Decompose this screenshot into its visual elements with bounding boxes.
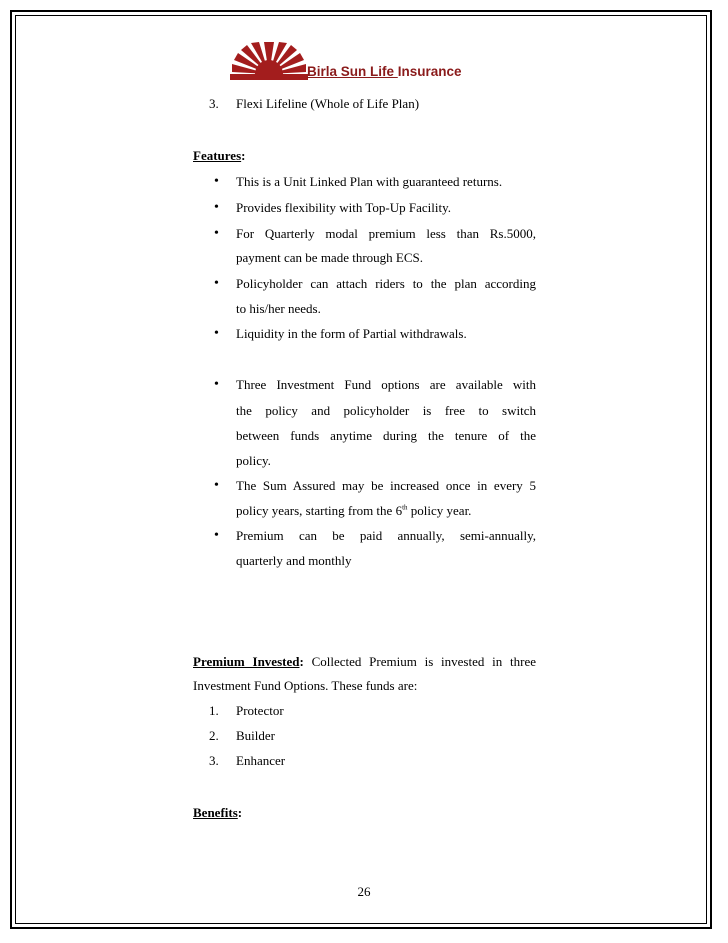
bullet-icon: •: [214, 377, 219, 392]
feature-text-line: policy.: [236, 453, 271, 468]
brand-name-underlined: Birla Sun Life: [307, 64, 398, 79]
features-heading-colon: :: [241, 148, 246, 163]
benefits-heading-colon: :: [237, 805, 243, 820]
feature-text-line: quarterly and monthly: [236, 553, 352, 568]
page-border-inner: [15, 15, 707, 924]
sunrise-logo-icon: [228, 42, 310, 82]
bullet-icon: •: [214, 478, 219, 493]
feature-text-line: Liquidity in the form of Partial withdrawals.: [236, 326, 467, 341]
premium-invested-paragraph: [193, 654, 536, 670]
feature-text-line: This is a Unit Linked Plan with guaranteed returns.: [236, 174, 503, 189]
bullet-icon: •: [214, 528, 219, 543]
ordinal-suffix: th: [402, 503, 408, 512]
premium-invested-text-continuation: Investment Fund Options. These funds are:: [193, 678, 418, 693]
fund-number: 3.: [209, 753, 219, 768]
bullet-icon: •: [214, 174, 219, 189]
bullet-icon: •: [214, 276, 219, 291]
feature-text-line: to his/her needs.: [236, 301, 321, 316]
fund-name: Protector: [236, 703, 284, 718]
brand-name-rest: Insurance: [397, 64, 462, 79]
benefits-heading: [193, 805, 242, 821]
features-heading: [193, 148, 245, 164]
brand-name: [307, 64, 462, 79]
feature-text-line: the policy and policyholder is free to switch: [236, 403, 536, 418]
feature-text-line: Policyholder can attach riders to the plan according: [236, 276, 536, 291]
benefits-heading-text: Benefits: [193, 805, 238, 820]
bullet-icon: •: [214, 200, 219, 215]
feature-text-line: Provides flexibility with Top-Up Facility.: [236, 200, 452, 215]
feature-text-line: between funds anytime during the tenure of the: [236, 428, 536, 443]
fund-number: 2.: [209, 728, 219, 743]
features-heading-text: Features: [193, 148, 242, 163]
premium-invested-text: Collected Premium is invested in three: [303, 654, 536, 669]
header: [0, 40, 728, 90]
bullet-icon: •: [214, 326, 219, 341]
fund-name: Builder: [236, 728, 275, 743]
feature-text-line: For Quarterly modal premium less than Rs.5000,: [236, 226, 536, 241]
fund-number: 1.: [209, 703, 219, 718]
page-number: 26: [357, 884, 371, 899]
premium-invested-heading: Premium Invested: [193, 654, 300, 669]
feature-text-line: payment can be made through ECS.: [236, 250, 424, 265]
feature-text-line: Three Investment Fund options are available with: [236, 377, 536, 392]
feature-text-part: policy years, starting from the 6: [236, 503, 403, 518]
feature-text-part: policy year.: [407, 503, 472, 518]
plan-item-title: Flexi Lifeline (Whole of Life Plan): [236, 96, 420, 111]
bullet-icon: •: [214, 226, 219, 241]
plan-item-number: 3.: [209, 96, 219, 111]
premium-invested-colon: :: [299, 654, 304, 669]
fund-name: Enhancer: [236, 753, 286, 768]
feature-text-line: The Sum Assured may be increased once in every 5: [236, 478, 536, 493]
feature-text-line: [236, 503, 536, 519]
feature-text-line: Premium can be paid annually, semi-annually,: [236, 528, 536, 543]
